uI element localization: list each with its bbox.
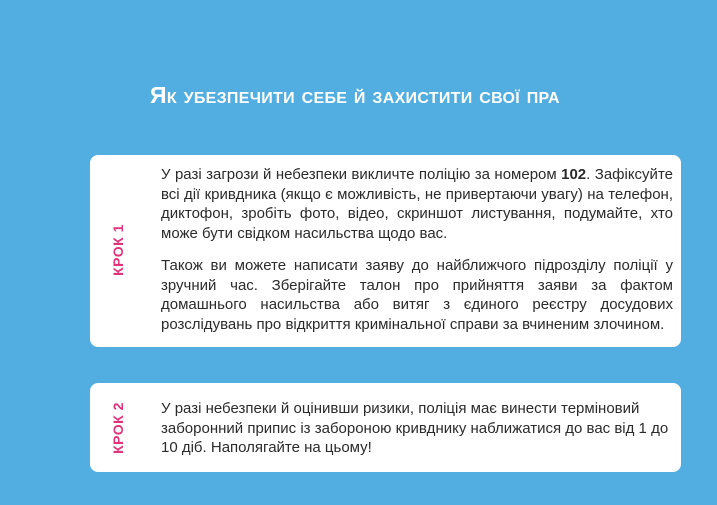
step-label-2-text: КРОК 2 [110,402,126,454]
step-1-paragraph-2: Також ви можете написати заяву до найближчого підрозділу поліції у зручний час. Зберігайте талон про прийняття заяви за фактом домашнього насильства або витяг з єдиного реєстру досудових розслідувань про відкриття кримінальної справи за вчиненим злочином. [161,257,673,333]
step-label-1 [100,215,136,285]
step-1-text-after-number: . Зафіксуйте всі дії кривдника (якщо є можливість, не привертаючи увагу) на телефон, диктофон, зробіть фото, відео, скриншот листування, подумайте, хто може бути свідком насильства щодо вас. [161,166,673,242]
step-1-body [161,165,673,334]
step-label-1-text: КРОК 1 [110,224,126,276]
step-label-2 [100,393,136,463]
step-1-paragraph-1 [161,165,673,243]
step-card-1 [90,155,681,347]
step-2-body [161,399,673,458]
step-2-paragraph-1: У разі небезпеки й оцінивши ризики, поліція має винести терміновий заборонний припис із забороною кривднику наближатися до вас від 1 до 10 діб. Наполягайте на цьому! [161,400,669,456]
page-title: Як убезпечити себе й захистити свої пра [150,82,560,108]
step-1-text-before-number: У разі загрози й небезпеки викличте поліцію за номером [161,166,562,183]
police-phone-number: 102 [561,166,587,183]
step-card-2 [90,383,681,472]
